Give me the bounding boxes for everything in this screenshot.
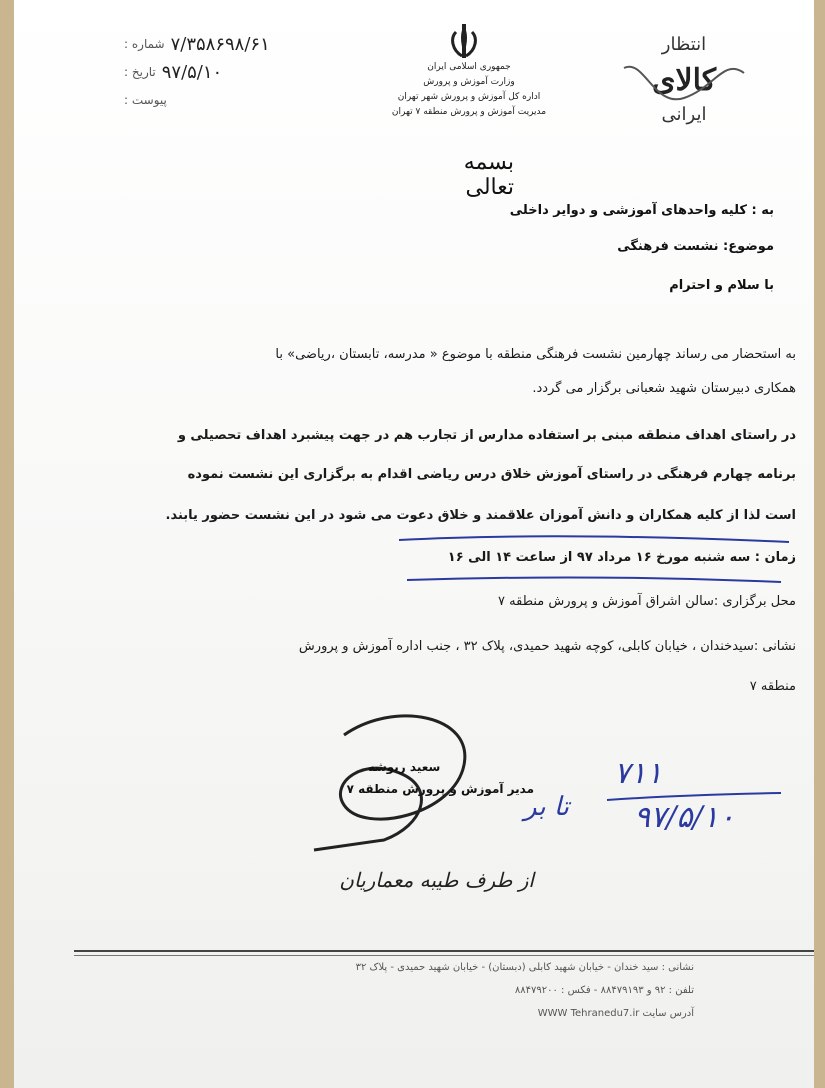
address-line: نشانی :سیدخندان ، خیابان کابلی، کوچه شهید حمیدی، پلاک ۳۲ ، جنب اداره آموزش و پرورش (298, 639, 796, 654)
paragraph-line: در راستای اهداف منطقه مبنی بر استفاده مدارس از تجارب هم در جهت پیشبرد اهداف تحصیلی و (177, 428, 796, 443)
signature-scribble (304, 705, 484, 855)
letter-meta (124, 30, 374, 114)
org-line: مدیریت آموزش و پرورش منطقه ۷ تهران (391, 107, 547, 117)
paragraph-line: است لذا از کلیه همکاران و دانش آموزان علاقمند و خلاق دعوت می شود در این نشست حضور یابند. (165, 508, 796, 523)
signer-name: سعید ربوشه (367, 760, 441, 774)
event-time: زمان : سه شنبه مورخ ۱۶ مرداد ۹۷ از ساعت ۱۴ الی ۱۶ (447, 550, 796, 565)
iranian-goods-logo (614, 18, 754, 134)
paragraph-line: همکاری دبیرستان شهید شعبانی برگزار می گردد. (532, 381, 796, 396)
number-label: شماره : (124, 37, 165, 51)
pen-underline (404, 574, 784, 586)
org-header (354, 60, 584, 120)
handwritten-date: ۹۷/۵/۱۰ (634, 800, 735, 835)
org-line: جمهوری اسلامی ایران (427, 62, 511, 72)
handwritten-from: از طرف طیبه معماریان (339, 868, 534, 892)
footer-address: نشانی : سید خندان - خیابان شهید کابلی (دبستان) - خیابان شهید حمیدی - پلاک ۳۲ (355, 962, 694, 973)
svg-text:انتظار: انتظار (661, 34, 707, 55)
event-venue: محل برگزاری :سالن اشراق آموزش و پرورش منطقه ۷ (498, 594, 796, 609)
org-line: اداره کل آموزش و پرورش شهر تهران (397, 92, 541, 102)
handwritten-number: ۷۱۱ (614, 756, 663, 791)
date-value: ۹۷/۵/۱۰ (161, 61, 223, 83)
footer-rule (74, 955, 814, 956)
svg-text:کالای: کالای (651, 63, 717, 98)
svg-text:ایرانی: ایرانی (661, 104, 707, 125)
org-line: وزارت آموزش و پرورش (423, 77, 515, 87)
subject-line: موضوع: نشست فرهنگی (617, 239, 774, 254)
date-label: تاریخ : (124, 65, 156, 79)
paragraph-line: به استحضار می رساند چهارمین نشست فرهنگی منطقه با موضوع « مدرسه، تابستان ،ریاضی» با (275, 347, 796, 362)
iran-emblem-icon (434, 22, 494, 62)
attachment-label: پیوست : (124, 93, 167, 107)
letter-page (14, 0, 814, 1088)
signer-title: مدیر آموزش و پرورش منطقه ۷ (346, 782, 534, 796)
number-value: ۷/۳۵۸۶۹۸/۶۱ (170, 33, 270, 55)
footer-rule (74, 950, 814, 952)
bismillah: بسمه تعالی (463, 150, 514, 200)
recipient-line: به : کلیه واحدهای آموزشی و دوایر داخلی (509, 203, 774, 218)
handwritten-note: تا بر (524, 792, 570, 822)
footer-phone: تلفن : ۹۲ و ۸۸۴۷۹۱۹۳ - فکس : ۸۸۴۷۹۲۰۰ (514, 985, 694, 996)
paragraph-line: برنامه چهارم فرهنگی در راستای آموزش خلاق درس ریاضی اقدام به برگزاری این نشست نموده (187, 467, 796, 482)
footer-website: WWW Tehranedu7.ir آدرس سایت (537, 1008, 694, 1019)
greeting-line: با سلام و احترام (669, 278, 774, 293)
address-line: منطقه ۷ (749, 679, 796, 694)
pen-underline (394, 530, 794, 550)
